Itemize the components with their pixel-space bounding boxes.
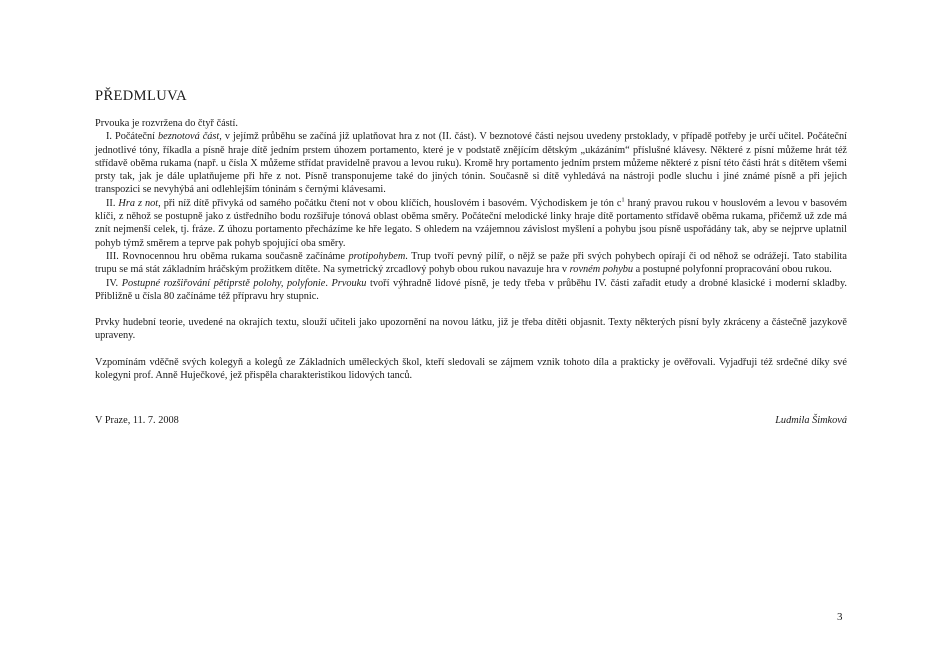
place-date: V Praze, 11. 7. 2008 [95,415,179,426]
section-3-paragraph [95,250,847,277]
section-3-lead: III. Rovnocennou hru oběma rukama současně začínáme [106,250,349,262]
section-2-lead: II. [106,197,119,209]
page-number: 3 [837,611,843,623]
section-4-lead: IV. [106,277,122,289]
section-4-text: tvoří výhradně lidové písně, je tedy třeba v průběhu IV. části zařadit etudy a drobné klasické i moderní skladby. Přibližně u čísla 80 začínáme též přípravu hry stupnic. [95,277,847,302]
page-title: PŘEDMLUVA [95,88,187,104]
spacer [95,343,847,356]
section-4-sep: . [325,277,332,289]
section-1-term: beznotová část [157,131,220,143]
spacer [95,303,847,316]
section-2-term: Hra z not [118,197,159,209]
section-3-text-cont: a postupné polyfonní propracování obou rukou. [633,264,832,276]
section-4-term: Postupné rozšiřování pětiprstě polohy, polyfonie [121,277,326,289]
section-1-text: , v jejímž průběhu se začíná již uplatňovat hra z not (II. část). V beznotové části nejsou uvedeny prstoklady, v případě potřeby je určí učitel. Počáteční jednotlivé tóny, říkadla a písně hraje dítě jedním prstem úhozem portamento, které je v podstatě znějícím dětským „ukázáním“ příslušné klávesy. Některé z písní můžeme hrát též střídavě oběma rukama (např. u čísla X můžeme střídat pravidelně pravou a levou ruku). Kromě hry portamento jedním prstem můžeme některé z písní této části hrát s dítětem všemi prsty tak, jak je dále uplatňujeme při hře z not. Písně transponujeme také do jiných tónin. Současně si dítě vyhledává na nástroji podle sluchu i jiné známé písně a při jejich transpozici se nevyhýbá ani odlehlejším tóninám s černými klávesami. [95,131,847,196]
superscript-1: 1 [621,196,625,204]
section-2-text-cont: hraný pravou rukou v houslovém a levou v basovém klíči, z něhož se postupně jako z ústředního bodu rozšiřuje tónová oblast oběma směry. Počáteční melodické linky hraje dítě portamento střídavě oběma rukama, přičemž už zde má znít nejmenší celek, tj. fráze. Z úhozu portamento přecházíme ke hře legato. S ohledem na vzájemnou závislost myšlení a pohybu jsou písně uspořádány tak, aby se nejprve uplatnil pohyb týmž směrem a teprve pak pohyb spojující oba směry. [95,197,848,249]
section-4-term-2: Prvouku [331,277,367,289]
section-1-lead: I. Počáteční [106,131,158,143]
section-1-paragraph [95,130,847,196]
section-3-term-2: rovném pohybu [569,264,634,276]
preface-body [95,117,847,382]
section-2-text: , při níž dítě přivyká od samého počátku čtení not v obou klíčích, houslovém i basovém. Východiskem je tón c [158,197,622,209]
thanks-paragraph: Vzpomínám vděčně svých kolegyň a kolegů ze Základních uměleckých škol, kteří sledovali se zájmem vznik tohoto díla a prakticky je ověřovali. Vyjadřuji též srdečné díky své kolegyni prof. Anně Huječkové, jež přispěla charakteristikou lidových tanců. [95,356,847,382]
section-3-term: protipohybem [348,250,406,262]
theory-paragraph: Prvky hudební teorie, uvedené na okrajích textu, slouží učiteli jako upozornění na novou látku, již je třeba dítěti objasnit. Texty některých písní byly zkráceny a částečně jazykově upraveny. [95,317,847,342]
intro-paragraph: Prvouka je rozvržena do čtyř částí. [95,118,238,129]
section-4-paragraph [95,277,847,304]
section-2-paragraph [95,197,847,250]
author-signature: Ludmila Šimková [775,415,847,426]
section-3-text: . Trup tvoří pevný pilíř, o nějž se paže při svých pohybech opírají či od něhož se odrážejí. Tato stabilita trupu se má stát základním hráčským prožitkem dítěte. Na symetrický zrcadlový pohyb obou rukou navazuje hra v [95,250,847,276]
